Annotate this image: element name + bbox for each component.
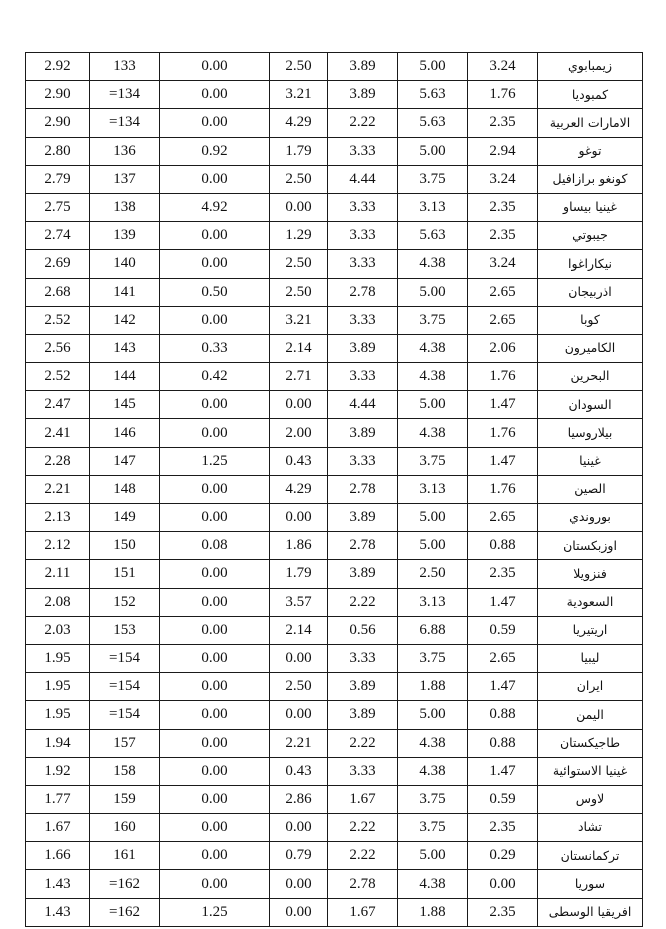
indicator-cell: 3.24 — [468, 53, 538, 81]
indicator-cell: 0.00 — [160, 785, 270, 813]
indicator-cell: 4.38 — [398, 419, 468, 447]
indicator-cell: 1.67 — [328, 898, 398, 926]
indicator-cell: 2.35 — [468, 814, 538, 842]
indicator-cell: 2.65 — [468, 306, 538, 334]
indicator-cell: 0.00 — [160, 475, 270, 503]
indicator-cell: 4.44 — [328, 165, 398, 193]
indicator-cell: 2.35 — [468, 560, 538, 588]
indicator-cell: 1.76 — [468, 475, 538, 503]
indicator-cell: 2.50 — [270, 278, 328, 306]
indicator-cell: 0.59 — [468, 785, 538, 813]
indicator-cell: 3.33 — [328, 757, 398, 785]
country-name-cell: نيكاراغوا — [538, 250, 643, 278]
rank-cell: =134 — [90, 81, 160, 109]
score-cell: 2.90 — [26, 109, 90, 137]
country-name-cell: كمبوديا — [538, 81, 643, 109]
indicator-cell: 2.94 — [468, 137, 538, 165]
table-row — [26, 673, 643, 701]
table-row — [26, 447, 643, 475]
country-name-cell: بوروندي — [538, 504, 643, 532]
indicator-cell: 3.33 — [328, 447, 398, 475]
indicator-cell: 0.00 — [270, 701, 328, 729]
indicator-cell: 2.22 — [328, 729, 398, 757]
table-row — [26, 193, 643, 221]
rank-cell: =134 — [90, 109, 160, 137]
country-name-cell: السعودية — [538, 588, 643, 616]
indicator-cell: 1.47 — [468, 447, 538, 475]
indicator-cell: 0.00 — [270, 193, 328, 221]
indicator-cell: 2.35 — [468, 109, 538, 137]
indicator-cell: 5.00 — [398, 842, 468, 870]
indicator-cell: 2.50 — [270, 53, 328, 81]
indicator-cell: 3.24 — [468, 250, 538, 278]
score-cell: 2.56 — [26, 334, 90, 362]
indicator-cell: 1.79 — [270, 137, 328, 165]
indicator-cell: 0.00 — [160, 391, 270, 419]
indicator-cell: 3.21 — [270, 81, 328, 109]
rank-cell: 158 — [90, 757, 160, 785]
indicator-cell: 4.38 — [398, 757, 468, 785]
indicator-cell: 5.63 — [398, 222, 468, 250]
indicator-cell: 5.00 — [398, 701, 468, 729]
indicator-cell: 3.75 — [398, 165, 468, 193]
indicator-cell: 0.00 — [160, 222, 270, 250]
indicator-cell: 1.88 — [398, 898, 468, 926]
rank-cell: =154 — [90, 673, 160, 701]
table-row — [26, 757, 643, 785]
table-row — [26, 165, 643, 193]
indicator-cell: 3.33 — [328, 222, 398, 250]
indicator-cell: 2.71 — [270, 363, 328, 391]
country-name-cell: اليمن — [538, 701, 643, 729]
score-cell: 1.43 — [26, 870, 90, 898]
indicator-cell: 5.00 — [398, 532, 468, 560]
indicator-cell: 2.06 — [468, 334, 538, 362]
rank-cell: 159 — [90, 785, 160, 813]
table-row — [26, 334, 643, 362]
country-name-cell: افريقيا الوسطى — [538, 898, 643, 926]
rank-cell: 133 — [90, 53, 160, 81]
score-cell: 2.08 — [26, 588, 90, 616]
score-cell: 2.68 — [26, 278, 90, 306]
country-name-cell: اذربيجان — [538, 278, 643, 306]
indicator-cell: 0.00 — [160, 616, 270, 644]
score-cell: 2.12 — [26, 532, 90, 560]
indicator-cell: 0.56 — [328, 616, 398, 644]
indicator-cell: 1.47 — [468, 391, 538, 419]
indicator-cell: 0.00 — [160, 250, 270, 278]
score-cell: 2.28 — [26, 447, 90, 475]
rank-cell: =162 — [90, 870, 160, 898]
score-cell: 2.21 — [26, 475, 90, 503]
score-cell: 2.74 — [26, 222, 90, 250]
indicator-cell: 0.88 — [468, 729, 538, 757]
score-cell: 2.80 — [26, 137, 90, 165]
indicator-cell: 0.29 — [468, 842, 538, 870]
rank-cell: 160 — [90, 814, 160, 842]
indicator-cell: 2.22 — [328, 842, 398, 870]
indicator-cell: 2.22 — [328, 588, 398, 616]
table-row — [26, 701, 643, 729]
country-name-cell: اريتيريا — [538, 616, 643, 644]
table-row — [26, 532, 643, 560]
rank-cell: 153 — [90, 616, 160, 644]
table-row — [26, 898, 643, 926]
table-row — [26, 53, 643, 81]
indicator-cell: 0.00 — [160, 81, 270, 109]
indicator-cell: 2.65 — [468, 644, 538, 672]
country-name-cell: ليبيا — [538, 644, 643, 672]
indicator-cell: 0.00 — [160, 588, 270, 616]
rank-cell: 143 — [90, 334, 160, 362]
rank-cell: 142 — [90, 306, 160, 334]
indicator-cell: 1.47 — [468, 673, 538, 701]
score-cell: 2.52 — [26, 363, 90, 391]
country-name-cell: تشاد — [538, 814, 643, 842]
indicator-cell: 1.88 — [398, 673, 468, 701]
country-name-cell: جيبوتي — [538, 222, 643, 250]
table-row — [26, 785, 643, 813]
score-cell: 1.95 — [26, 701, 90, 729]
rank-cell: =154 — [90, 644, 160, 672]
score-cell: 2.11 — [26, 560, 90, 588]
table-row — [26, 644, 643, 672]
indicator-cell: 2.50 — [270, 250, 328, 278]
indicator-cell: 3.89 — [328, 701, 398, 729]
indicator-cell: 2.22 — [328, 814, 398, 842]
indicator-cell: 5.63 — [398, 81, 468, 109]
indicator-cell: 0.00 — [270, 814, 328, 842]
indicator-cell: 2.78 — [328, 278, 398, 306]
table-row — [26, 560, 643, 588]
rank-cell: 141 — [90, 278, 160, 306]
indicator-cell: 3.13 — [398, 475, 468, 503]
country-name-cell: ايران — [538, 673, 643, 701]
table-row — [26, 222, 643, 250]
indicator-cell: 3.89 — [328, 504, 398, 532]
score-cell: 2.69 — [26, 250, 90, 278]
indicator-cell: 3.13 — [398, 193, 468, 221]
indicator-cell: 0.00 — [160, 814, 270, 842]
rank-cell: 157 — [90, 729, 160, 757]
rank-cell: 137 — [90, 165, 160, 193]
score-cell: 1.95 — [26, 673, 90, 701]
indicator-cell: 1.79 — [270, 560, 328, 588]
indicator-cell: 4.29 — [270, 475, 328, 503]
indicator-cell: 3.13 — [398, 588, 468, 616]
indicator-cell: 0.00 — [160, 842, 270, 870]
country-name-cell: كونغو برازافيل — [538, 165, 643, 193]
indicator-cell: 2.50 — [270, 165, 328, 193]
score-cell: 2.79 — [26, 165, 90, 193]
indicator-cell: 2.21 — [270, 729, 328, 757]
country-name-cell: زيمبابوي — [538, 53, 643, 81]
indicator-cell: 0.00 — [160, 53, 270, 81]
score-cell: 1.43 — [26, 898, 90, 926]
score-cell: 2.13 — [26, 504, 90, 532]
indicator-cell: 3.33 — [328, 363, 398, 391]
country-name-cell: طاجيكستان — [538, 729, 643, 757]
indicator-cell: 3.89 — [328, 419, 398, 447]
indicator-cell: 4.29 — [270, 109, 328, 137]
indicator-cell: 0.00 — [160, 673, 270, 701]
indicator-cell: 3.33 — [328, 137, 398, 165]
score-cell: 2.03 — [26, 616, 90, 644]
indicator-cell: 2.78 — [328, 475, 398, 503]
score-cell: 1.94 — [26, 729, 90, 757]
score-cell: 1.77 — [26, 785, 90, 813]
table-row — [26, 842, 643, 870]
indicator-cell: 2.86 — [270, 785, 328, 813]
indicator-cell: 0.00 — [160, 701, 270, 729]
indicator-cell: 0.00 — [468, 870, 538, 898]
table-row — [26, 250, 643, 278]
indicator-cell: 0.92 — [160, 137, 270, 165]
indicator-cell: 1.47 — [468, 588, 538, 616]
score-cell: 1.66 — [26, 842, 90, 870]
table-row — [26, 81, 643, 109]
indicator-cell: 5.00 — [398, 137, 468, 165]
indicator-cell: 2.35 — [468, 193, 538, 221]
indicator-cell: 4.38 — [398, 870, 468, 898]
score-cell: 2.92 — [26, 53, 90, 81]
indicator-cell: 3.75 — [398, 814, 468, 842]
indicator-cell: 3.89 — [328, 53, 398, 81]
indicator-cell: 0.00 — [160, 419, 270, 447]
rank-cell: 138 — [90, 193, 160, 221]
country-name-cell: بيلاروسيا — [538, 419, 643, 447]
rank-cell: 150 — [90, 532, 160, 560]
indicator-cell: 0.08 — [160, 532, 270, 560]
indicator-cell: 2.65 — [468, 278, 538, 306]
indicator-cell: 0.50 — [160, 278, 270, 306]
rank-cell: =154 — [90, 701, 160, 729]
country-name-cell: غينيا الاستوائية — [538, 757, 643, 785]
table-row — [26, 729, 643, 757]
table-row — [26, 504, 643, 532]
indicator-cell: 0.00 — [270, 504, 328, 532]
indicator-cell: 2.14 — [270, 334, 328, 362]
indicator-cell: 1.67 — [328, 785, 398, 813]
indicator-cell: 0.00 — [270, 644, 328, 672]
indicator-cell: 1.76 — [468, 81, 538, 109]
score-cell: 1.95 — [26, 644, 90, 672]
table-row — [26, 306, 643, 334]
indicator-cell: 3.89 — [328, 334, 398, 362]
indicator-cell: 3.75 — [398, 447, 468, 475]
indicator-cell: 0.88 — [468, 701, 538, 729]
indicator-cell: 2.65 — [468, 504, 538, 532]
indicator-cell: 2.78 — [328, 532, 398, 560]
indicator-cell: 4.38 — [398, 729, 468, 757]
indicator-cell: 5.00 — [398, 53, 468, 81]
indicator-cell: 3.75 — [398, 785, 468, 813]
score-cell: 2.47 — [26, 391, 90, 419]
indicator-cell: 3.33 — [328, 644, 398, 672]
indicator-cell: 0.43 — [270, 447, 328, 475]
country-name-cell: الصين — [538, 475, 643, 503]
score-cell: 2.90 — [26, 81, 90, 109]
ranking-table — [25, 52, 643, 927]
rank-cell: 161 — [90, 842, 160, 870]
indicator-cell: 3.75 — [398, 644, 468, 672]
rank-cell: 148 — [90, 475, 160, 503]
rank-cell: 152 — [90, 588, 160, 616]
indicator-cell: 0.59 — [468, 616, 538, 644]
indicator-cell: 2.00 — [270, 419, 328, 447]
indicator-cell: 0.33 — [160, 334, 270, 362]
rank-cell: =162 — [90, 898, 160, 926]
score-cell: 2.41 — [26, 419, 90, 447]
indicator-cell: 3.33 — [328, 306, 398, 334]
indicator-cell: 3.33 — [328, 193, 398, 221]
indicator-cell: 0.00 — [270, 870, 328, 898]
table-row — [26, 616, 643, 644]
table-row — [26, 588, 643, 616]
indicator-cell: 1.76 — [468, 419, 538, 447]
indicator-cell: 2.22 — [328, 109, 398, 137]
score-cell: 2.75 — [26, 193, 90, 221]
country-name-cell: البحرين — [538, 363, 643, 391]
score-cell: 1.67 — [26, 814, 90, 842]
ranking-table-body — [26, 53, 643, 927]
indicator-cell: 3.21 — [270, 306, 328, 334]
country-name-cell: اوزبكستان — [538, 532, 643, 560]
indicator-cell: 4.38 — [398, 363, 468, 391]
country-name-cell: السودان — [538, 391, 643, 419]
score-cell: 2.52 — [26, 306, 90, 334]
indicator-cell: 5.00 — [398, 504, 468, 532]
indicator-cell: 3.24 — [468, 165, 538, 193]
indicator-cell: 1.25 — [160, 898, 270, 926]
indicator-cell: 0.00 — [160, 504, 270, 532]
indicator-cell: 0.00 — [160, 306, 270, 334]
table-row — [26, 278, 643, 306]
rank-cell: 146 — [90, 419, 160, 447]
table-row — [26, 109, 643, 137]
country-name-cell: تركمانستان — [538, 842, 643, 870]
indicator-cell: 5.00 — [398, 278, 468, 306]
indicator-cell: 2.50 — [270, 673, 328, 701]
indicator-cell: 4.92 — [160, 193, 270, 221]
indicator-cell: 0.42 — [160, 363, 270, 391]
country-name-cell: سوريا — [538, 870, 643, 898]
table-row — [26, 419, 643, 447]
country-name-cell: الكاميرون — [538, 334, 643, 362]
indicator-cell: 0.00 — [270, 391, 328, 419]
indicator-cell: 2.14 — [270, 616, 328, 644]
indicator-cell: 2.50 — [398, 560, 468, 588]
country-name-cell: الامارات العربية — [538, 109, 643, 137]
country-name-cell: توغو — [538, 137, 643, 165]
rank-cell: 139 — [90, 222, 160, 250]
table-row — [26, 475, 643, 503]
rank-cell: 147 — [90, 447, 160, 475]
indicator-cell: 0.00 — [160, 165, 270, 193]
indicator-cell: 6.88 — [398, 616, 468, 644]
table-row — [26, 870, 643, 898]
indicator-cell: 1.25 — [160, 447, 270, 475]
table-row — [26, 814, 643, 842]
country-name-cell: لاوس — [538, 785, 643, 813]
table-row — [26, 137, 643, 165]
indicator-cell: 4.38 — [398, 250, 468, 278]
indicator-cell: 1.47 — [468, 757, 538, 785]
indicator-cell: 1.76 — [468, 363, 538, 391]
indicator-cell: 2.35 — [468, 898, 538, 926]
indicator-cell: 0.79 — [270, 842, 328, 870]
indicator-cell: 3.75 — [398, 306, 468, 334]
indicator-cell: 0.00 — [160, 644, 270, 672]
indicator-cell: 0.00 — [270, 898, 328, 926]
indicator-cell: 1.86 — [270, 532, 328, 560]
indicator-cell: 1.29 — [270, 222, 328, 250]
rank-cell: 144 — [90, 363, 160, 391]
indicator-cell: 3.89 — [328, 81, 398, 109]
indicator-cell: 3.89 — [328, 673, 398, 701]
score-cell: 1.92 — [26, 757, 90, 785]
rank-cell: 140 — [90, 250, 160, 278]
country-name-cell: فنزويلا — [538, 560, 643, 588]
indicator-cell: 2.35 — [468, 222, 538, 250]
indicator-cell: 4.44 — [328, 391, 398, 419]
rank-cell: 151 — [90, 560, 160, 588]
indicator-cell: 0.00 — [160, 729, 270, 757]
indicator-cell: 3.57 — [270, 588, 328, 616]
country-name-cell: غينيا بيساو — [538, 193, 643, 221]
indicator-cell: 5.00 — [398, 391, 468, 419]
indicator-cell: 0.43 — [270, 757, 328, 785]
rank-cell: 136 — [90, 137, 160, 165]
table-row — [26, 363, 643, 391]
indicator-cell: 5.63 — [398, 109, 468, 137]
rank-cell: 149 — [90, 504, 160, 532]
country-name-cell: كوبا — [538, 306, 643, 334]
country-name-cell: غينيا — [538, 447, 643, 475]
indicator-cell: 0.00 — [160, 560, 270, 588]
indicator-cell: 4.38 — [398, 334, 468, 362]
indicator-cell: 3.89 — [328, 560, 398, 588]
indicator-cell: 0.00 — [160, 109, 270, 137]
indicator-cell: 0.00 — [160, 870, 270, 898]
indicator-cell: 0.00 — [160, 757, 270, 785]
rank-cell: 145 — [90, 391, 160, 419]
indicator-cell: 3.33 — [328, 250, 398, 278]
table-row — [26, 391, 643, 419]
indicator-cell: 0.88 — [468, 532, 538, 560]
indicator-cell: 2.78 — [328, 870, 398, 898]
